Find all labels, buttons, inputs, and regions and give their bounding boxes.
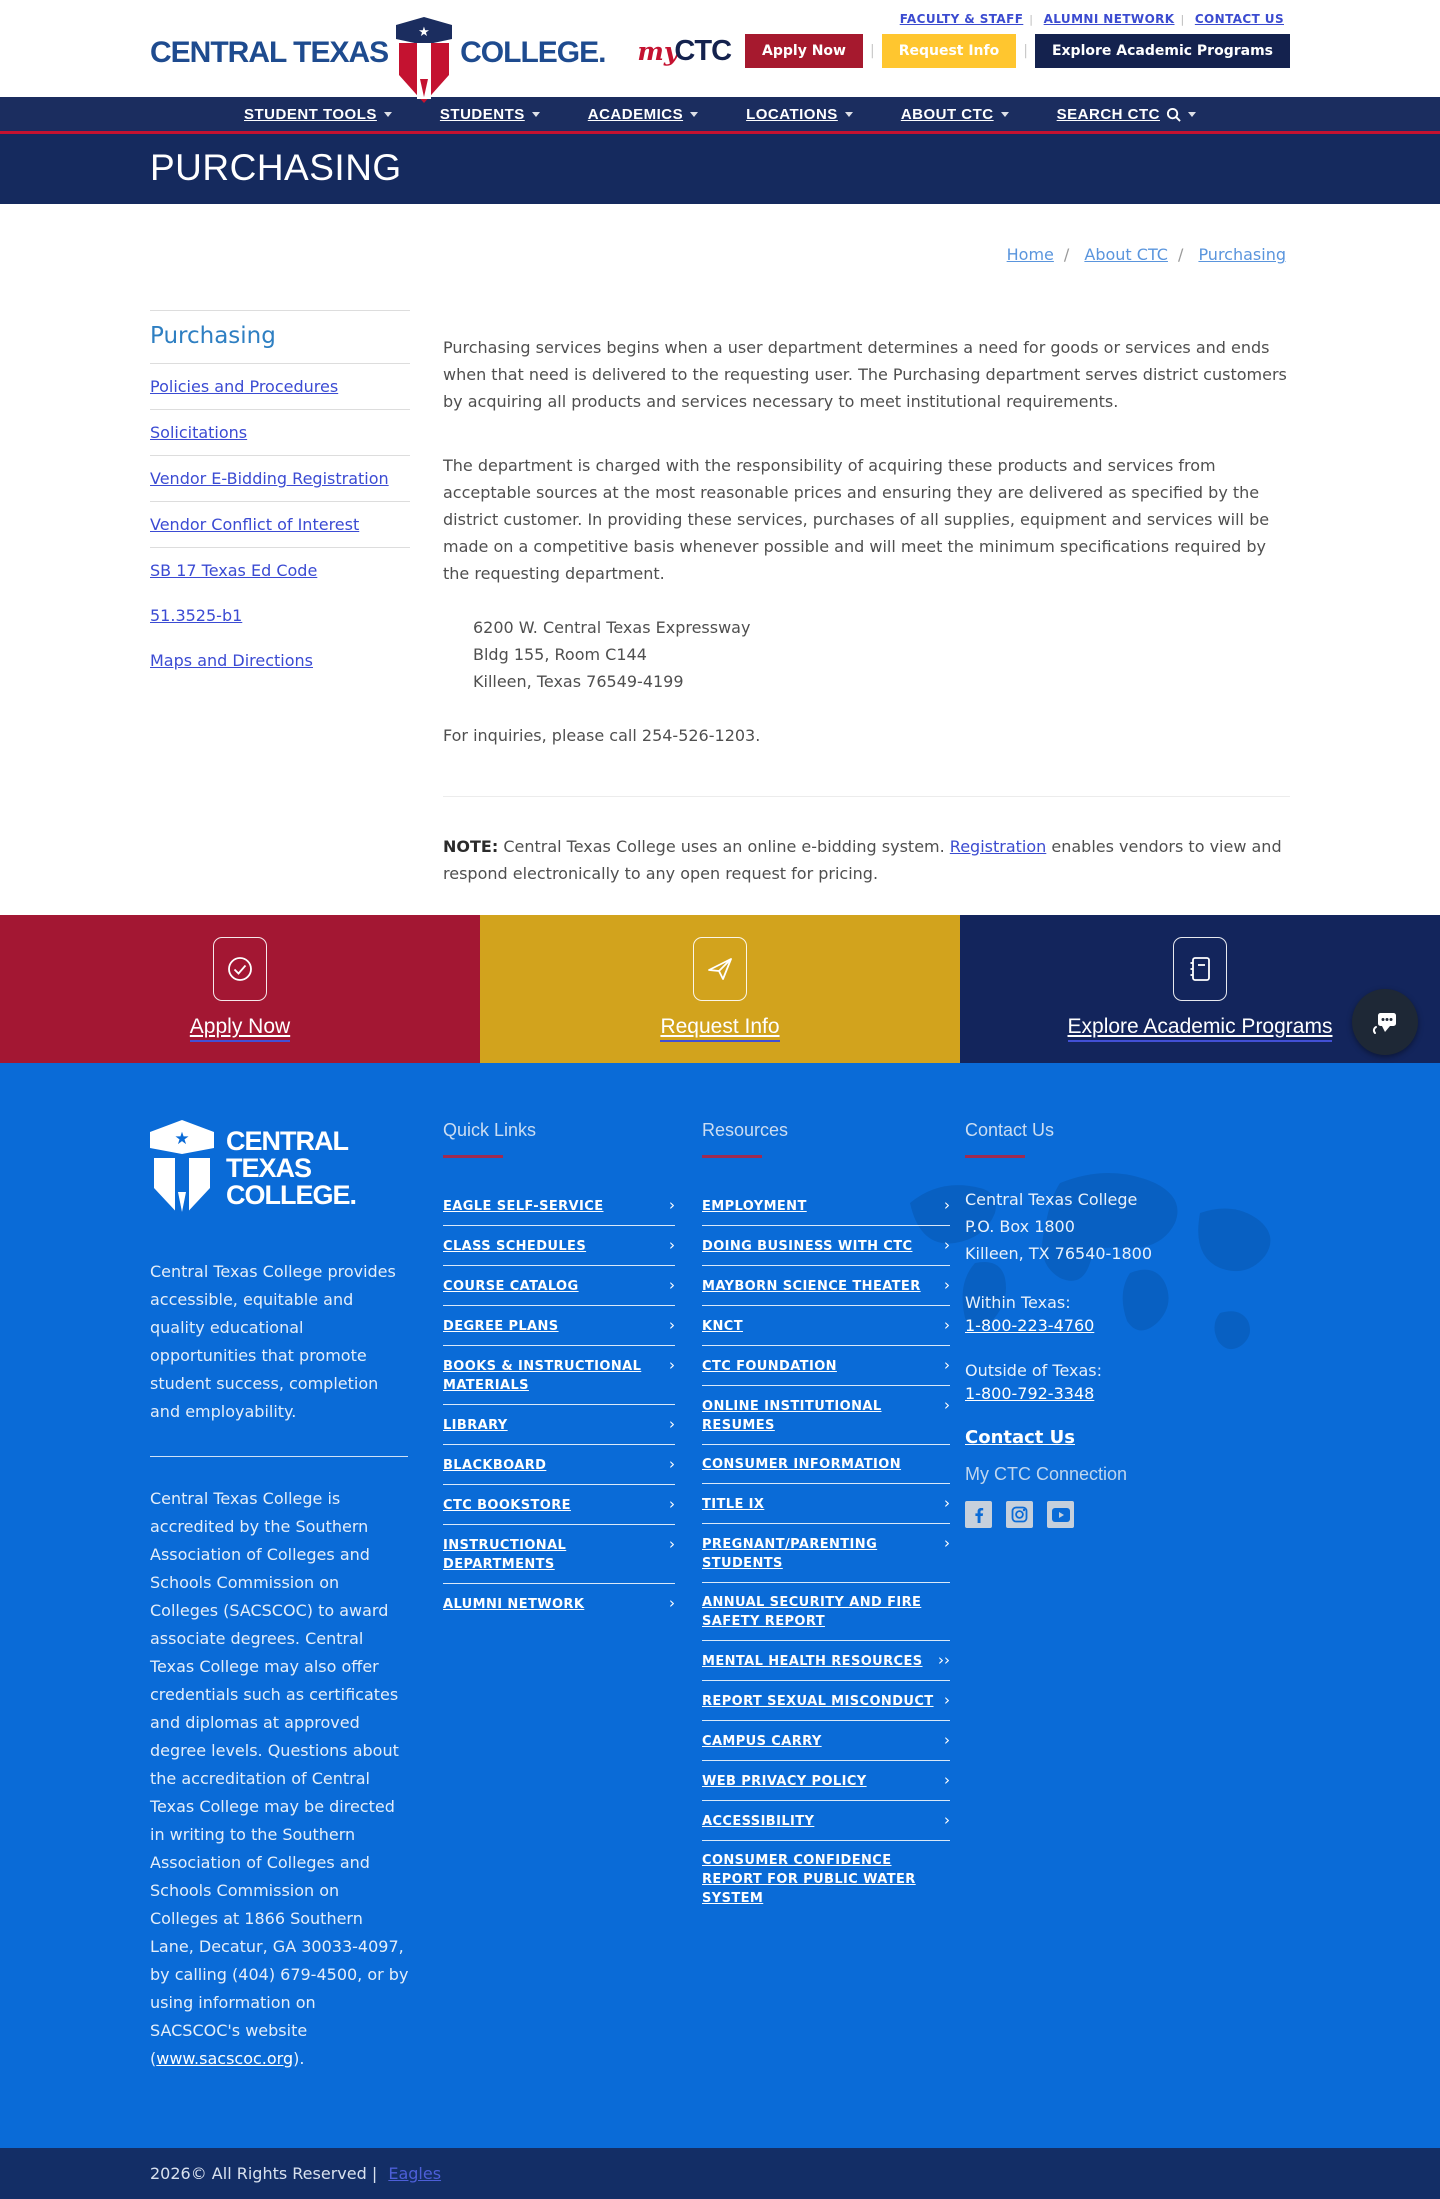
sidebar-link-513525b1[interactable]: 51.3525-b1 — [150, 606, 243, 625]
sidebar-link-vendor-conflict[interactable]: Vendor Conflict of Interest — [150, 515, 360, 534]
chevron-right-icon: › — [669, 1356, 675, 1374]
note-text: enables vendors to view and respond electronically to any open request for pricing. — [443, 837, 1282, 883]
chevron-right-icon: › — [944, 1196, 950, 1214]
pipe-divider: | — [1180, 13, 1185, 26]
list-item — [150, 456, 410, 502]
cta-label-request: Request Info — [660, 1015, 779, 1042]
resources-heading: Resources — [702, 1120, 789, 1140]
address-line: Killeen, Texas 76549-4199 — [473, 672, 684, 691]
list-item — [150, 410, 410, 456]
chevron-right-icon: › — [944, 1771, 950, 1789]
registration-link[interactable]: Registration — [949, 837, 1047, 856]
footer-link-employment[interactable]: EMPLOYMENT — [702, 1199, 807, 1214]
faculty-staff-link[interactable]: FACULTY & STAFF — [899, 12, 1024, 26]
mission-statement: Central Texas College provides accessible, equitable and quality educational opportunities that promote student success, completion and employability. — [150, 1262, 396, 1421]
sacscoc-link[interactable]: www.sacscoc.org — [156, 2049, 294, 2068]
chevron-right-icon: › — [944, 1396, 950, 1414]
footer-link-title-ix[interactable]: TITLE IX — [702, 1497, 765, 1512]
list-item — [443, 1186, 675, 1226]
request-info-band[interactable] — [480, 915, 960, 1063]
footer-link-report-sexual-misconduct[interactable]: REPORT SEXUAL MISCONDUCT — [702, 1694, 934, 1709]
chat-button[interactable] — [1352, 989, 1418, 1055]
my-ctc-connection-label: My CTC Connection — [965, 1464, 1128, 1484]
note-label: NOTE: — [443, 837, 499, 856]
chevron-right-icon: › — [669, 1316, 675, 1334]
list-item — [150, 364, 410, 410]
list-item — [702, 1186, 950, 1226]
contact-us-link[interactable]: CONTACT US — [1194, 12, 1284, 26]
chevron-right-icon: › — [944, 1356, 950, 1374]
myctc-my: my — [637, 36, 679, 66]
list-item — [443, 1525, 675, 1584]
list-item — [150, 548, 410, 593]
pipe-divider: | — [1029, 13, 1034, 26]
alumni-network-link[interactable]: ALUMNI NETWORK — [1043, 12, 1175, 26]
list-item — [443, 1306, 675, 1346]
list-item — [702, 1484, 950, 1524]
nav-students[interactable]: STUDENTS — [440, 106, 540, 123]
notebook-icon — [1173, 937, 1227, 1001]
chevron-right-icon: › — [944, 1316, 950, 1334]
logo-text-central-texas: CENTRAL TEXAS — [150, 36, 389, 69]
intro-paragraph: Purchasing services begins when a user department determines a need for goods or services and ends when that need is delivered to the requesting user. The Purchasing department serves district customers by acquiring all products and services necessary to meet institutional requirements. — [443, 338, 1287, 411]
breadcrumb-separator: / — [1063, 245, 1070, 264]
utility-nav — [894, 12, 1290, 26]
footer-link-accessibility[interactable]: ACCESSIBILITY — [702, 1814, 815, 1829]
list-item — [702, 1386, 950, 1445]
breadcrumb-separator: / — [1177, 245, 1184, 264]
footer-link-course-catalog[interactable]: COURSE CATALOG — [443, 1279, 579, 1294]
outside-texas-label: Outside of Texas: — [965, 1361, 1102, 1380]
chevron-down-icon — [1001, 112, 1009, 117]
footer-about-column — [150, 1120, 410, 2073]
ctc-shield-icon — [396, 17, 452, 109]
chevron-down-icon — [845, 112, 853, 117]
within-texas-label: Within Texas: — [965, 1293, 1071, 1312]
footer-link-class-schedules[interactable]: CLASS SCHEDULES — [443, 1239, 587, 1254]
footer-link-mental-health[interactable]: MENTAL HEALTH RESOURCES — [702, 1654, 923, 1669]
svg-text:★: ★ — [174, 1129, 190, 1149]
contact-org: Central Texas College — [965, 1190, 1138, 1209]
footer-link-degree-plans[interactable]: DEGREE PLANS — [443, 1319, 559, 1334]
social-icons — [965, 1501, 1215, 1528]
chevron-right-icon: › — [669, 1495, 675, 1513]
chevron-right-icon: › — [669, 1236, 675, 1254]
chevron-right-icon: › — [669, 1415, 675, 1433]
copyright-bar — [0, 2148, 1440, 2199]
address-line: Bldg 155, Room C144 — [473, 645, 647, 664]
footer-ctc-logo — [150, 1120, 410, 1220]
nav-search-ctc[interactable]: SEARCH CTC — [1057, 106, 1196, 123]
list-item — [443, 1485, 675, 1525]
list-item — [150, 593, 410, 638]
chevron-right-icon: › — [944, 1494, 950, 1512]
nav-student-tools[interactable]: STUDENT TOOLS — [244, 106, 392, 123]
list-item — [443, 1346, 675, 1405]
breadcrumb-home[interactable]: Home — [1006, 245, 1054, 264]
heading-accent-bar — [702, 1155, 762, 1158]
note-text: Central Texas College uses an online e-bidding system. — [498, 837, 950, 856]
list-item — [443, 1445, 675, 1485]
chat-bubble-icon — [1368, 1005, 1402, 1039]
footer-link-ctc-foundation[interactable]: CTC FOUNDATION — [702, 1359, 837, 1374]
chevron-down-icon — [384, 112, 392, 117]
footer-resources-column — [702, 1120, 950, 2073]
list-item — [702, 1841, 950, 1917]
chevron-right-icon: › — [944, 1731, 950, 1749]
chevron-right-icon: › — [944, 1811, 950, 1829]
list-item — [443, 1226, 675, 1266]
site-header — [0, 0, 1440, 97]
list-item — [702, 1226, 950, 1266]
eagles-link[interactable]: Eagles — [388, 2164, 442, 2183]
chevron-right-icon: › — [669, 1196, 675, 1214]
chevron-right-icon: › — [944, 1534, 950, 1552]
chevron-down-icon — [1188, 112, 1196, 117]
myctc-logo[interactable] — [637, 35, 731, 68]
ctc-logo[interactable] — [150, 18, 605, 88]
breadcrumb-purchasing[interactable]: Purchasing — [1198, 245, 1286, 264]
contact-heading: Contact Us — [965, 1120, 1055, 1140]
chevron-right-icon: › — [669, 1455, 675, 1473]
accreditation-text: ). — [293, 2049, 305, 2068]
list-item — [443, 1405, 675, 1445]
chevron-right-icon: › — [669, 1535, 675, 1553]
list-item — [443, 1266, 675, 1306]
svg-text:★: ★ — [418, 25, 430, 40]
footer-link-pregnant-parenting[interactable]: PREGNANT/PARENTING STUDENTS — [702, 1537, 878, 1571]
contact-city: Killeen, TX 76540-1800 — [965, 1244, 1153, 1263]
search-icon — [1166, 107, 1181, 122]
within-texas-phone-link[interactable]: 1-800-223-4760 — [965, 1316, 1095, 1335]
footer-contact-column — [965, 1120, 1215, 2073]
sidebar-title: Purchasing — [150, 311, 410, 364]
sidebar-link-vendor-ebidding[interactable]: Vendor E-Bidding Registration — [150, 469, 389, 488]
note-paragraph — [443, 833, 1290, 887]
list-item — [702, 1266, 950, 1306]
quick-links-heading: Quick Links — [443, 1120, 537, 1140]
list-item — [702, 1524, 950, 1583]
page-banner — [0, 134, 1440, 204]
responsibility-paragraph: The department is charged with the responsibility of acquiring these products and services from acceptable sources at the most reasonable prices and ensuring they are delivered as specified by the district customer. In providing these services, purchases of all supplies, equipment and services will be made on a competitive basis whenever possible and will meet the minimum specifications required by the requesting department. — [443, 456, 1270, 583]
nav-locations[interactable]: LOCATIONS — [746, 106, 853, 123]
list-item — [702, 1346, 950, 1386]
chevron-down-icon — [690, 112, 698, 117]
footer-quick-links-column — [443, 1120, 675, 2073]
address-line: 6200 W. Central Texas Expressway — [473, 618, 751, 637]
list-item — [702, 1641, 950, 1681]
footer-link-web-privacy[interactable]: WEB PRIVACY POLICY — [702, 1774, 867, 1789]
sidebar-link-solicitations[interactable]: Solicitations — [150, 423, 248, 442]
footer-link-library[interactable]: LIBRARY — [443, 1418, 508, 1433]
address-block — [473, 614, 1290, 695]
instagram-icon[interactable] — [1006, 1501, 1033, 1528]
nav-about-ctc[interactable]: ABOUT CTC — [901, 106, 1009, 123]
purchasing-sidebar — [150, 310, 410, 683]
footer-link-doing-business[interactable]: DOING BUSINESS WITH CTC — [702, 1239, 913, 1254]
heading-accent-bar — [965, 1155, 1025, 1158]
chevron-right-icon: › — [944, 1276, 950, 1294]
contact-pobox: P.O. Box 1800 — [965, 1217, 1075, 1236]
chevron-right-icon: ›› — [938, 1651, 950, 1669]
footer-link-ctc-bookstore[interactable]: CTC BOOKSTORE — [443, 1498, 571, 1513]
list-item — [702, 1801, 950, 1841]
site-footer — [0, 1063, 1440, 2148]
contact-us-footer-link[interactable]: Contact Us — [965, 1427, 1076, 1448]
footer-link-institutional-resumes[interactable]: ONLINE INSTITUTIONAL RESUMES — [702, 1399, 882, 1433]
pipe-divider: | — [1023, 43, 1028, 59]
page-content — [0, 204, 1440, 915]
check-circle-icon — [213, 937, 267, 1001]
cta-section — [0, 915, 1440, 1063]
main-copy — [443, 310, 1290, 887]
footer-link-books-materials[interactable]: BOOKS & INSTRUCTIONAL MATERIALS — [443, 1359, 642, 1393]
footer-link-mayborn-theater[interactable]: MAYBORN SCIENCE THEATER — [702, 1279, 921, 1294]
copyright-text: 2026© All Rights Reserved | — [150, 2164, 378, 2183]
footer-link-annual-security-report[interactable]: ANNUAL SECURITY AND FIRE SAFETY REPORT — [702, 1595, 922, 1629]
pipe-divider: | — [869, 43, 875, 59]
nav-academics[interactable]: ACADEMICS — [588, 106, 698, 123]
request-info-button[interactable]: Request Info — [882, 34, 1017, 68]
heading-accent-bar — [443, 1155, 503, 1158]
logo-text-college: COLLEGE. — [460, 36, 606, 69]
footer-link-consumer-information[interactable]: CONSUMER INFORMATION — [702, 1457, 902, 1472]
chevron-right-icon: › — [944, 1691, 950, 1709]
content-divider — [443, 796, 1290, 797]
facebook-icon[interactable] — [965, 1501, 992, 1528]
paper-plane-icon — [693, 937, 747, 1001]
list-item — [150, 502, 410, 548]
cta-label-apply: Apply Now — [190, 1015, 290, 1042]
list-item — [150, 638, 410, 683]
list-item — [702, 1306, 950, 1346]
apply-now-band[interactable] — [0, 915, 480, 1063]
list-item — [702, 1681, 950, 1721]
youtube-icon[interactable] — [1047, 1501, 1074, 1528]
accreditation-text: Central Texas College is accredited by the Southern Association of Colleges and Schools Commission on Colleges (SACSCOC) to award associate degrees. Central Texas College may also offer credentials such as certificates and diplomas at approved degree levels. Questions about the accreditation of Central Texas College may be directed in writing to the Southern Association of Colleges and Schools Commission on Colleges at 1866 Southern Lane, Decatur, GA 30033-4097, by calling (404) 679-4500, or by using information on SACSCOC's website ( — [150, 1489, 409, 2068]
list-item — [702, 1445, 950, 1484]
footer-logo-text: CENTRAL TEXAS COLLEGE. — [226, 1126, 357, 1210]
explore-academic-programs-button[interactable]: Explore Academic Programs — [1035, 34, 1290, 68]
breadcrumb-about-ctc[interactable]: About CTC — [1084, 245, 1168, 264]
footer-link-campus-carry[interactable]: CAMPUS CARRY — [702, 1734, 822, 1749]
footer-link-water-report[interactable]: CONSUMER CONFIDENCE REPORT FOR PUBLIC WATER SYSTEM — [702, 1853, 916, 1906]
chevron-right-icon: › — [669, 1594, 675, 1612]
list-item — [702, 1721, 950, 1761]
breadcrumb — [150, 245, 1290, 264]
primary-nav — [0, 97, 1440, 134]
outside-texas-phone-link[interactable]: 1-800-792-3348 — [965, 1384, 1095, 1403]
chevron-right-icon: › — [944, 1236, 950, 1254]
footer-link-eagle-self-service[interactable]: EAGLE SELF-SERVICE — [443, 1199, 604, 1214]
footer-divider — [150, 1456, 408, 1457]
list-item — [702, 1761, 950, 1801]
page-title: PURCHASING — [150, 147, 402, 188]
footer-link-alumni-network[interactable]: ALUMNI NETWORK — [443, 1597, 585, 1612]
accreditation-statement — [150, 1485, 410, 2073]
sidebar-link-maps[interactable]: Maps and Directions — [150, 651, 313, 670]
apply-now-button[interactable]: Apply Now — [745, 34, 863, 68]
myctc-ctc: CTC — [674, 34, 732, 67]
footer-link-knct[interactable]: KNCT — [702, 1319, 743, 1334]
sidebar-link-policies[interactable]: Policies and Procedures — [150, 377, 339, 396]
ctc-shield-white-icon — [150, 1120, 214, 1220]
cta-label-explore: Explore Academic Programs — [1068, 1015, 1333, 1042]
footer-link-instructional-departments[interactable]: INSTRUCTIONAL DEPARTMENTS — [443, 1538, 567, 1572]
footer-link-blackboard[interactable]: BLACKBOARD — [443, 1458, 547, 1473]
sidebar-link-sb17[interactable]: SB 17 Texas Ed Code — [150, 561, 318, 580]
inquiries-line: For inquiries, please call 254-526-1203. — [443, 726, 761, 745]
chevron-down-icon — [532, 112, 540, 117]
list-item — [443, 1584, 675, 1623]
chevron-right-icon: › — [669, 1276, 675, 1294]
list-item — [702, 1583, 950, 1641]
